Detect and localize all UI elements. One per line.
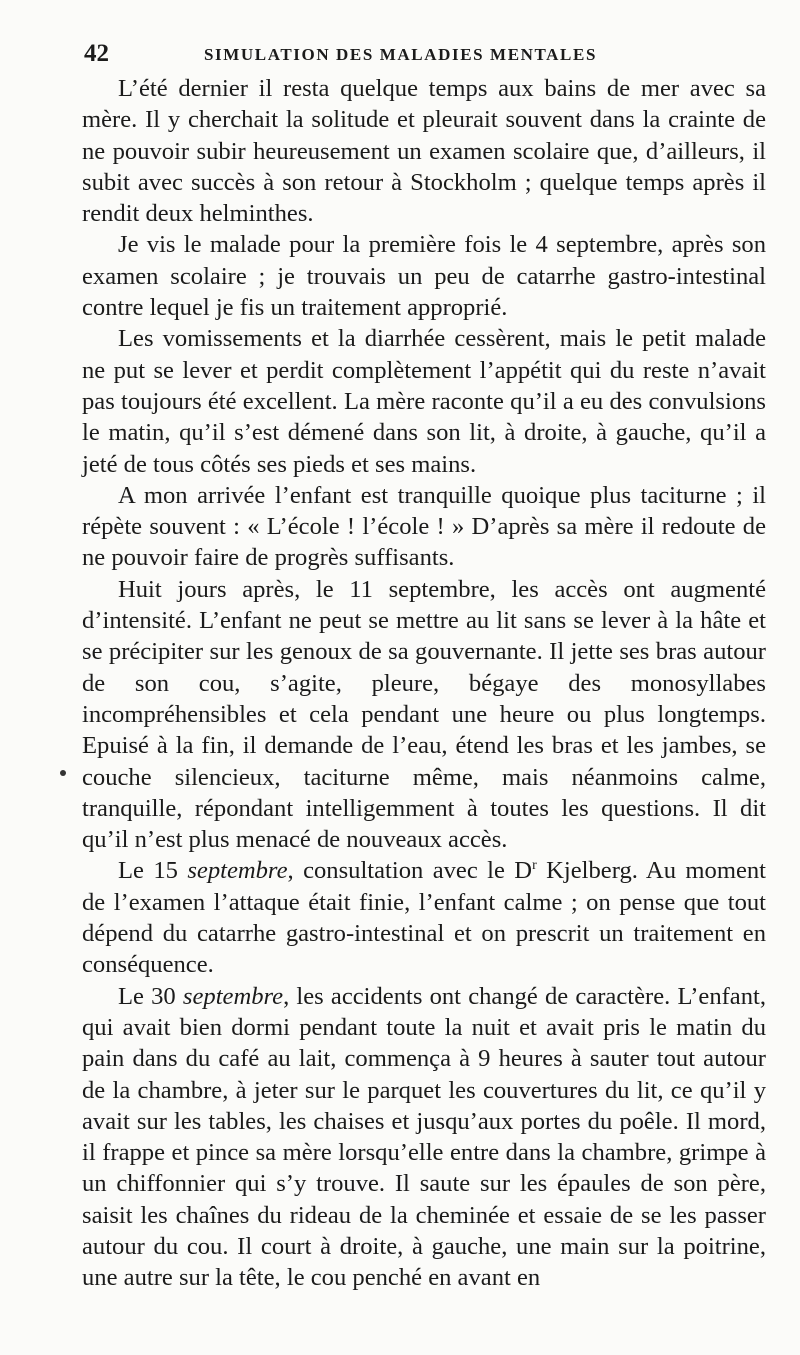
- paragraph-text: , les accidents ont changé de caractère. L’enfant, qui avait bien dormi pendant toute la nuit et avait pris le matin du pain dans du café au lait, commença à 9 heures à sauter tout autour de la chambre, à jeter sur le parquet les couvertures du lit, ce qu’il y avait sur les tables, les chaises et jusqu’aux portes du poêle. Il mord, il frappe et pince sa mère lorsqu’elle entre dans la chambre, grimpe à un chiffonnier qui s’y trouve. Il saute sur les épaules de son père, saisit les chaînes du rideau de la cheminée et essaie de se les passer autour du cou. Il court à droite, à gauche, une main sur la poitrine, une autre sur la tête, le cou penché en avant en: [82, 982, 766, 1292]
- paragraph: [82, 981, 766, 1294]
- paragraph: Huit jours après, le 11 septembre, les accès ont augmenté d’intensité. L’enfant ne peut se mettre au lit sans se lever à la hâte et se précipiter sur les genoux de sa gouvernante. Il jette ses bras autour de son cou, s’agite, pleure, bégaye des monosyllabes incompréhensibles et cela pendant une heure ou plus longtemps. Epuisé à la fin, il demande de l’eau, étend les bras et les jambes, se couche silencieux, taciturne même, mais néanmoins calme, tranquille, répondant intelligemment à toutes les questions. Il dit qu’il n’est plus menacé de nouveaux accès.: [82, 575, 766, 854]
- paragraph: Je vis le malade pour la première fois le 4 septembre, après son examen scolaire ; je trouvais un peu de catarrhe gastro-intestinal contre lequel je fis un traitement approprié.: [82, 231, 766, 322]
- paragraph: A mon arrivée l’enfant est tranquille quoique plus taciturne ; il répète souvent : « L’école ! l’école ! » D’après sa mère il redoute de ne pouvoir faire de progrès suffisants.: [82, 481, 766, 572]
- body-text: [82, 73, 766, 1294]
- paragraph: Les vomissements et la diarrhée cessèrent, mais le petit malade ne put se lever et perdit complètement l’appétit qui du reste n’avait pas toujours été excellent. La mère raconte qu’il a eu des convulsions le matin, qu’il s’est démené dans son lit, à droite, à gauche, qu’il a jeté de tous côtés ses pieds et ses mains.: [82, 325, 766, 478]
- date-emphasis: septembre: [182, 982, 284, 1010]
- title-superscript: r: [532, 858, 537, 874]
- paragraph: L’été dernier il resta quelque temps aux bains de mer avec sa mère. Il y cherchait la solitude et pleurait souvent dans la crainte de ne pouvoir subir heureusement un examen scolaire que, d’ailleurs, il subit avec succès à son retour à Stockholm ; quelque temps après il rendit deux helminthes.: [82, 75, 766, 228]
- paragraph-text: , consultation avec le D: [287, 857, 533, 885]
- page-number: 42: [84, 40, 109, 67]
- running-title: SIMULATION DES MALADIES MENTALES: [204, 45, 597, 64]
- running-head: [84, 40, 764, 68]
- paragraph-text: Le 30: [118, 982, 183, 1010]
- paragraph-text: Kjelberg. Au moment de l’examen l’attaque était finie, l’enfant calme ; on pense que tout dépend du catarrhe gastro-intestinal et on prescrit un traitement en conséquence.: [82, 857, 766, 979]
- date-emphasis: septembre: [187, 857, 288, 885]
- margin-mark: [60, 770, 66, 776]
- paragraph: [82, 855, 766, 980]
- paragraph-text: Le 15: [118, 857, 188, 885]
